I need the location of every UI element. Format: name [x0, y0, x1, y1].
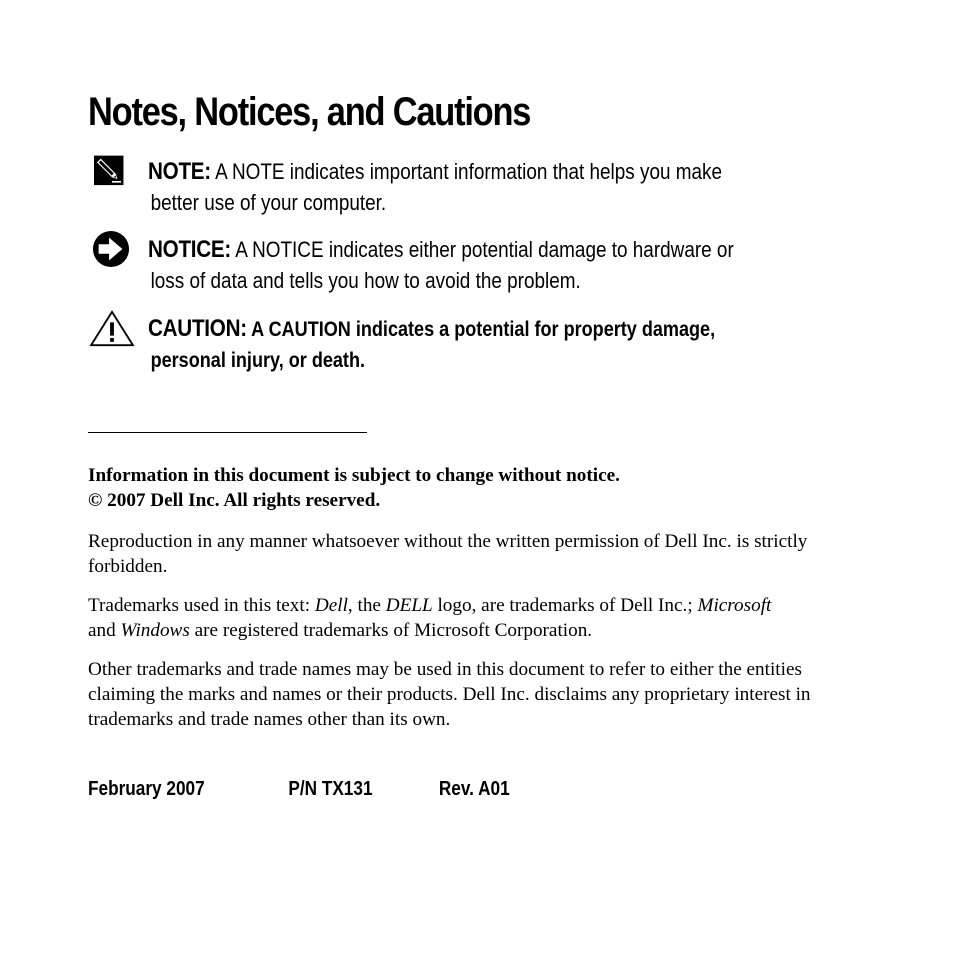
other-trademarks-paragraph: Other trademarks and trade names may be used in this document to refer to either the entities claiming the marks and names or their products. Dell Inc. disclaims any proprietary interest in trademarks and trade names other than its own. — [88, 659, 811, 730]
info-change-notice: Information in this document is subject to change without notice. — [88, 465, 620, 486]
footer-part-number: P/N TX131 — [288, 778, 373, 800]
trademark-windows: Windows — [120, 620, 190, 641]
note-text-line2: better use of your computer. — [150, 190, 387, 215]
trademarks-paragraph — [88, 593, 868, 643]
footer-date: February 2007 — [88, 778, 205, 800]
caution-text-line2: personal injury, or death. — [150, 349, 366, 372]
page-title: Notes, Notices, and Cautions — [88, 90, 531, 134]
warning-triangle-icon — [88, 310, 136, 348]
reproduction-paragraph: Reproduction in any manner whatsoever without the written permission of Dell Inc. is strictly forbidden. — [88, 531, 808, 577]
trademark-microsoft: Microsoft — [697, 595, 772, 616]
note-label: NOTE: — [148, 158, 211, 185]
notice-label: NOTICE: — [148, 236, 232, 263]
caution-text-line1: A CAUTION indicates a potential for property damage, — [246, 318, 716, 341]
notice-text — [148, 234, 802, 296]
footer-revision: Rev. A01 — [438, 778, 510, 800]
trademarks-text: logo, are trademarks of Dell Inc.; — [432, 595, 698, 616]
notice-text-line1: A NOTICE indicates either potential damage to hardware or — [231, 237, 734, 262]
trademarks-text: , the — [347, 595, 386, 616]
trademarks-text: are registered trademarks of Microsoft Corporation. — [189, 620, 593, 641]
pencil-note-icon — [94, 154, 130, 190]
caution-text — [148, 313, 802, 376]
trademarks-text: and — [88, 620, 121, 641]
trademarks-text: Trademarks used in this text: — [88, 595, 315, 616]
trademark-dell-logo: DELL — [385, 595, 433, 616]
copyright-line: © 2007 Dell Inc. All rights reserved. — [88, 490, 381, 511]
info-block — [88, 463, 868, 513]
caution-label: CAUTION: — [148, 315, 247, 342]
notice-text-line2: loss of data and tells you how to avoid the problem. — [150, 268, 581, 293]
note-text-line1: A NOTE indicates important information that helps you make — [210, 159, 723, 184]
separator-rule — [88, 432, 367, 433]
arrow-circle-icon — [92, 230, 130, 268]
note-text — [148, 156, 802, 218]
trademark-dell: Dell — [314, 595, 348, 616]
